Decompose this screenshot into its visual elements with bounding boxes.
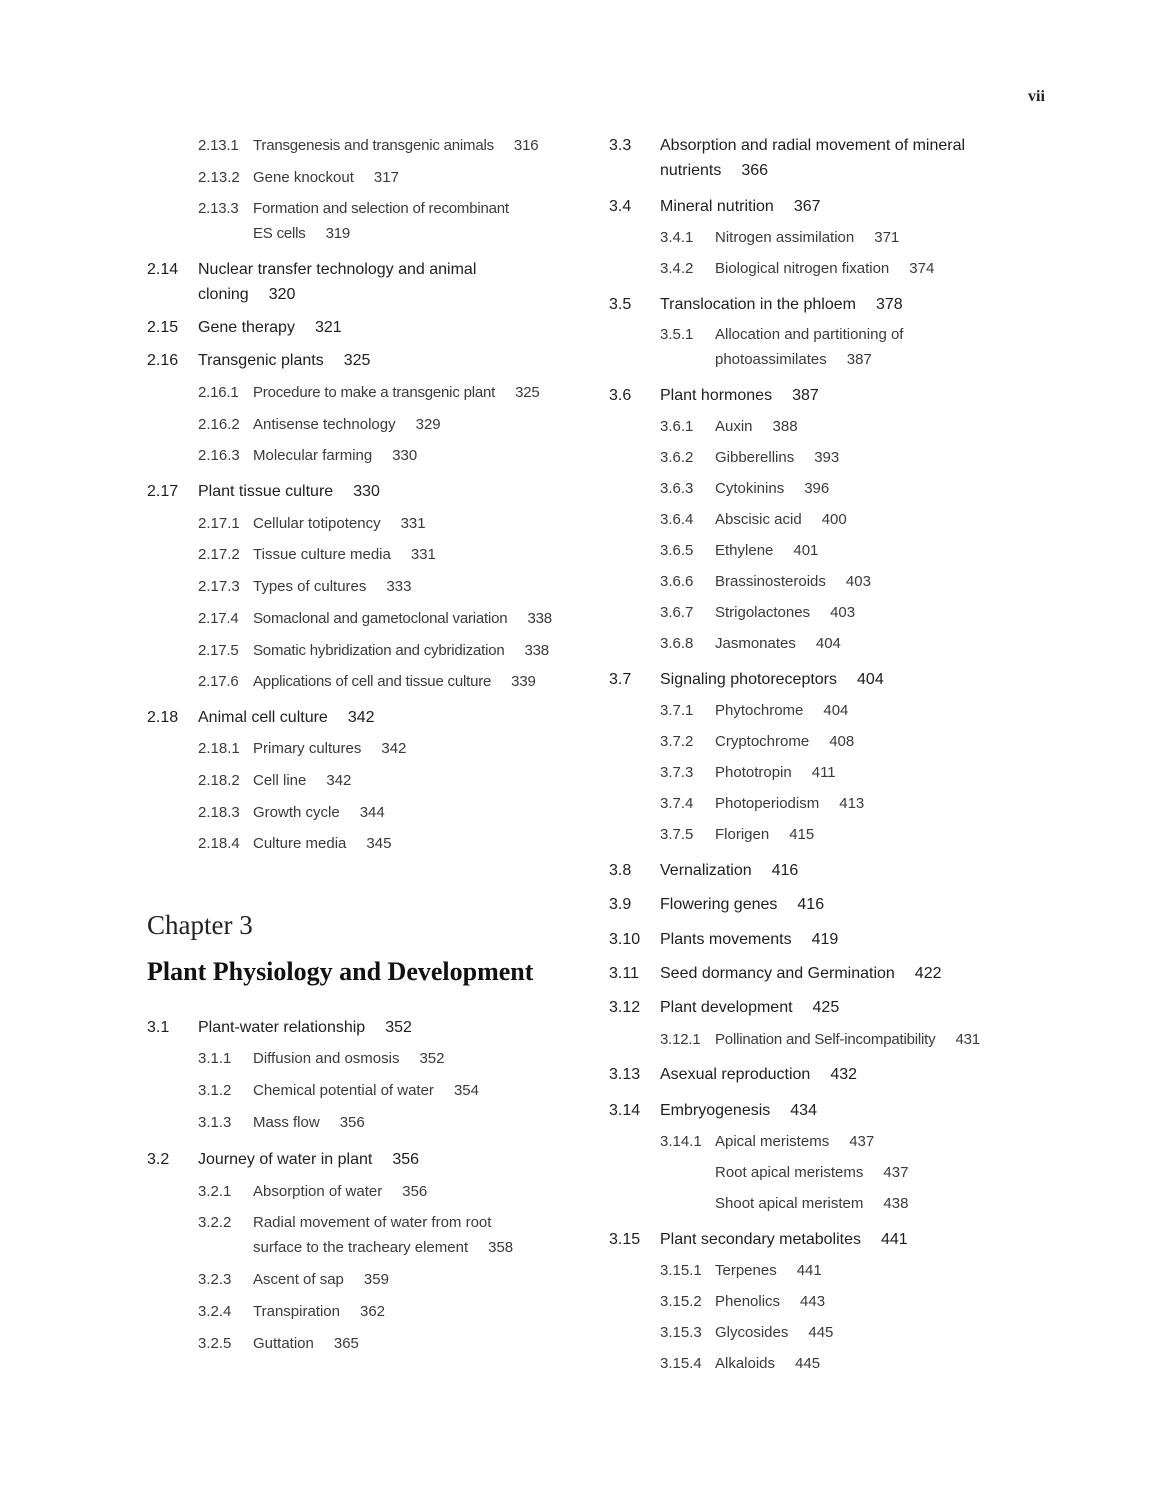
toc-entry-number: 3.1.2 [198, 1082, 232, 1099]
toc-entry-page: 443 [800, 1293, 826, 1310]
toc-entry-page: 403 [830, 604, 856, 621]
toc-entry-number: 2.16.3 [198, 447, 240, 464]
toc-entry-title: Culture media [253, 835, 347, 852]
toc-entry-number: 3.3 [609, 137, 632, 154]
toc-entry-number: 3.11 [609, 965, 639, 982]
toc-entry-number: 2.17.2 [198, 546, 240, 563]
toc-entry-page: 344 [359, 804, 385, 821]
toc-entry-number: 3.4 [609, 198, 632, 215]
toc-entry-page: 404 [857, 671, 884, 688]
toc-entry-title: Nuclear transfer technology and animal [198, 261, 477, 278]
toc-entry-number: 3.12.1 [660, 1031, 701, 1048]
toc-entry-number: 3.6.7 [660, 604, 694, 621]
toc-entry-number: 2.16 [147, 352, 179, 369]
toc-entry-number: 3.6.4 [660, 511, 694, 528]
toc-entry-title: Formation and selection of recombinant [253, 200, 509, 217]
toc-entry-title: Plants movements [660, 931, 792, 948]
toc-entry-title: Embryogenesis [660, 1102, 771, 1119]
toc-entry-title: Absorption of water [253, 1183, 383, 1200]
toc-entry-title: Pollination and Self-incompatibility [715, 1031, 936, 1048]
toc-entry-title: Translocation in the phloem [660, 296, 856, 313]
toc-entry-title: Guttation [253, 1335, 314, 1352]
toc-entry-title: Allocation and partitioning of [715, 326, 904, 343]
toc-entry-title: Absorption and radial movement of mineral [660, 137, 966, 154]
toc-entry-title: Plant-water relationship [198, 1019, 366, 1036]
toc-entry-title: Flowering genes [660, 896, 778, 913]
toc-entry-number: 2.16.1 [198, 384, 239, 401]
toc-entry-title: Antisense technology [253, 416, 396, 433]
toc-entry-page: 445 [808, 1324, 834, 1341]
toc-entry-title: photoassimilates [715, 351, 827, 368]
toc-entry-page: 434 [790, 1102, 817, 1119]
toc-entry-page: 316 [513, 137, 539, 154]
toc-entry-title: Biological nitrogen fixation [715, 260, 890, 277]
toc-entry-page: 415 [789, 826, 815, 843]
toc-entry-number: 3.15 [609, 1231, 641, 1248]
toc-entry-title: Florigen [715, 826, 770, 843]
toc-entry-page: 330 [353, 483, 380, 500]
toc-entry-number: 3.15.2 [660, 1293, 702, 1310]
toc-entry-page: 387 [792, 387, 819, 404]
toc-entry-page: 339 [511, 673, 536, 690]
toc-entry-page: 362 [359, 1303, 386, 1320]
toc-entry-title: Ethylene [715, 542, 774, 559]
toc-entry-number: 3.7.2 [660, 733, 694, 750]
toc-entry-title: Asexual reproduction [660, 1066, 811, 1083]
toc-entry-title: Jasmonates [715, 635, 796, 652]
toc-entry-number: 2.17.6 [198, 673, 239, 690]
toc-entry-title: Phenolics [715, 1293, 781, 1310]
toc-left-column [147, 0, 597, 1500]
toc-entry-title: Cellular totipotency [253, 515, 381, 532]
toc-entry-number: 3.4.1 [660, 229, 694, 246]
toc-entry-page: 325 [515, 384, 540, 401]
toc-entry-title: Growth cycle [253, 804, 340, 821]
toc-entry-page: 367 [793, 198, 821, 215]
toc-entry-page: 416 [771, 862, 799, 879]
toc-entry-title: Somatic hybridization and cybridization [253, 642, 505, 659]
toc-entry-page: 356 [339, 1114, 365, 1131]
toc-entry-page: 359 [363, 1271, 389, 1288]
toc-entry-number: 3.2.2 [198, 1214, 232, 1231]
toc-entry-title: Auxin [715, 418, 753, 435]
toc-entry-page: 319 [325, 225, 351, 242]
toc-entry-title: Terpenes [715, 1262, 777, 1279]
toc-entry-page: 365 [333, 1335, 359, 1352]
toc-entry-title: Phytochrome [715, 702, 804, 719]
toc-entry-title: Transpiration [253, 1303, 340, 1320]
page-number: vii [1028, 88, 1045, 105]
toc-entry-number: 3.10 [609, 931, 641, 948]
toc-entry-page: 404 [823, 702, 849, 719]
toc-entry-title: Cytokinins [715, 480, 785, 497]
toc-entry-number: 2.17.4 [198, 610, 239, 627]
toc-entry-number: 3.2.5 [198, 1335, 232, 1352]
toc-entry-number: 3.7.3 [660, 764, 694, 781]
toc-entry-page: 345 [366, 835, 392, 852]
toc-entry-page: 404 [815, 635, 841, 652]
toc-entry-number: 3.2.1 [198, 1183, 232, 1200]
toc-entry-number: 3.1.3 [198, 1114, 232, 1131]
toc-entry-number: 2.18.2 [198, 772, 240, 789]
toc-entry-number: 3.5 [609, 296, 632, 313]
toc-entry-number: 2.13.2 [198, 169, 240, 186]
toc-entry-page: 445 [795, 1355, 821, 1372]
toc-entry-page: 441 [881, 1231, 908, 1248]
toc-entry-title: Transgenic plants [198, 352, 324, 369]
toc-right-column [609, 0, 1049, 1500]
toc-entry-page: 438 [883, 1195, 909, 1212]
toc-entry-number: 2.16.2 [198, 416, 240, 433]
toc-entry-page: 408 [829, 733, 855, 750]
toc-entry-number: 3.14.1 [660, 1133, 702, 1150]
toc-entry-page: 321 [314, 319, 342, 336]
toc-entry-number: 3.7.4 [660, 795, 694, 812]
toc-entry-page: 396 [804, 480, 830, 497]
toc-entry-title: Types of cultures [253, 578, 367, 595]
toc-entry-number: 3.2.3 [198, 1271, 232, 1288]
toc-entry-title: Mineral nutrition [660, 198, 774, 215]
toc-entry-page: 352 [419, 1050, 445, 1067]
toc-entry-number: 3.1.1 [198, 1050, 232, 1067]
toc-entry-title: Radial movement of water from root [253, 1214, 492, 1231]
toc-entry-number: 3.13 [609, 1066, 641, 1083]
toc-entry-page: 422 [914, 965, 942, 982]
toc-entry-title: Root apical meristems [715, 1164, 864, 1181]
toc-entry-title: Procedure to make a transgenic plant [253, 384, 496, 401]
toc-entry-title: Gibberellins [715, 449, 795, 466]
toc-entry-number: 2.18.4 [198, 835, 240, 852]
toc-entry-number: 3.7.5 [660, 826, 694, 843]
toc-entry-title: ES cells [253, 225, 306, 242]
toc-entry-title: Tissue culture media [253, 546, 391, 563]
toc-entry-page: 356 [402, 1183, 428, 1200]
toc-entry-title: Diffusion and osmosis [253, 1050, 400, 1067]
toc-entry-page: 356 [392, 1151, 420, 1168]
toc-entry-number: 2.18.1 [198, 740, 240, 757]
toc-entry-number: 3.1 [147, 1019, 170, 1036]
toc-entry-page: 437 [849, 1133, 875, 1150]
toc-entry-number: 3.8 [609, 862, 632, 879]
toc-entry-number: 3.6.2 [660, 449, 694, 466]
toc-entry-title: Seed dormancy and Germination [660, 965, 895, 982]
toc-entry-number: 3.9 [609, 896, 632, 913]
toc-entry-number: 2.15 [147, 319, 179, 336]
toc-entry-title: Cryptochrome [715, 733, 810, 750]
toc-entry-page: 437 [883, 1164, 909, 1181]
toc-entry-number: 3.15.1 [660, 1262, 702, 1279]
toc-entry-title: Cell line [253, 772, 307, 789]
chapter-label: Chapter 3 [147, 910, 253, 940]
toc-entry-page: 388 [772, 418, 798, 435]
toc-entry-page: 333 [386, 578, 412, 595]
chapter-title: Plant Physiology and Development [147, 957, 534, 986]
toc-entry-number: 3.6.5 [660, 542, 694, 559]
toc-entry-number: 3.15.4 [660, 1355, 702, 1372]
toc-entry-title: Brassinosteroids [715, 573, 826, 590]
toc-entry-title: Glycosides [715, 1324, 789, 1341]
toc-entry-number: 3.14 [609, 1102, 641, 1119]
toc-entry-title: Nitrogen assimilation [715, 229, 855, 246]
toc-entry-page: 374 [909, 260, 935, 277]
toc-entry-title: nutrients [660, 162, 722, 179]
toc-entry-number: 2.18.3 [198, 804, 240, 821]
toc-entry-page: 416 [797, 896, 825, 913]
toc-entry-page: 393 [814, 449, 840, 466]
toc-entry-page: 358 [488, 1239, 514, 1256]
toc-entry-title: Apical meristems [715, 1133, 830, 1150]
toc-entry-page: 320 [268, 286, 296, 303]
toc-entry-number: 2.18 [147, 709, 179, 726]
toc-entry-page: 411 [811, 764, 836, 781]
toc-entry-page: 419 [811, 931, 839, 948]
toc-entry-page: 431 [955, 1031, 980, 1048]
toc-entry-page: 366 [741, 162, 769, 179]
toc-entry-page: 387 [846, 351, 872, 368]
toc-entry-number: 2.14 [147, 261, 179, 278]
toc-entry-page: 352 [385, 1019, 412, 1036]
toc-entry-page: 329 [415, 416, 441, 433]
toc-entry-title: Mass flow [253, 1114, 320, 1131]
toc-entry-page: 371 [874, 229, 900, 246]
toc-entry-title: Gene therapy [198, 319, 295, 336]
toc-entry-page: 425 [812, 999, 840, 1016]
toc-entry-number: 3.7 [609, 671, 632, 688]
toc-entry-number: 2.17.3 [198, 578, 240, 595]
toc-entry-page: 331 [410, 546, 436, 563]
toc-entry-title: Chemical potential of water [253, 1082, 434, 1099]
toc-entry-page: 342 [326, 772, 352, 789]
toc-entry-title: Molecular farming [253, 447, 373, 464]
toc-entry-title: Transgenesis and transgenic animals [253, 137, 494, 154]
toc-entry-title: Plant tissue culture [198, 483, 334, 500]
toc-entry-title: surface to the tracheary element [253, 1239, 469, 1256]
toc-entry-title: Plant development [660, 999, 793, 1016]
toc-entry-page: 400 [821, 511, 847, 528]
toc-entry-title: Vernalization [660, 862, 752, 879]
toc-entry-title: Gene knockout [253, 169, 354, 186]
toc-entry-number: 3.2.4 [198, 1303, 232, 1320]
toc-entry-page: 354 [453, 1082, 479, 1099]
toc-entry-title: Strigolactones [715, 604, 811, 621]
toc-entry-number: 3.7.1 [660, 702, 694, 719]
toc-entry-title: Phototropin [715, 764, 792, 781]
toc-entry-page: 331 [400, 515, 426, 532]
toc-entry-page: 338 [524, 642, 549, 659]
toc-entry-title: Alkaloids [715, 1355, 776, 1372]
toc-entry-title: Photoperiodism [715, 795, 820, 812]
toc-entry-page: 342 [347, 709, 375, 726]
toc-entry-title: Animal cell culture [198, 709, 328, 726]
toc-entry-number: 3.6 [609, 387, 632, 404]
toc-entry-page: 317 [373, 169, 399, 186]
toc-entry-number: 3.4.2 [660, 260, 694, 277]
toc-entry-title: Shoot apical meristem [715, 1195, 864, 1212]
toc-entry-title: cloning [198, 286, 249, 303]
toc-entry-title: Plant secondary metabolites [660, 1231, 861, 1248]
toc-entry-number: 2.17 [147, 483, 179, 500]
toc-entry-number: 2.17.1 [198, 515, 240, 532]
toc-entry-page: 441 [796, 1262, 822, 1279]
toc-entry-page: 403 [845, 573, 871, 590]
toc-entry-page: 432 [830, 1066, 858, 1083]
toc-entry-number: 3.6.3 [660, 480, 694, 497]
toc-entry-title: Abscisic acid [715, 511, 802, 528]
toc-entry-page: 342 [381, 740, 407, 757]
toc-entry-title: Somaclonal and gametoclonal variation [253, 610, 508, 627]
toc-entry-number: 3.15.3 [660, 1324, 702, 1341]
toc-entry-page: 338 [527, 610, 552, 627]
toc-entry-number: 3.6.1 [660, 418, 694, 435]
toc-entry-title: Applications of cell and tissue culture [253, 673, 492, 690]
toc-entry-number: 3.5.1 [660, 326, 694, 343]
toc-entry-page: 330 [392, 447, 418, 464]
toc-entry-title: Journey of water in plant [198, 1151, 373, 1168]
toc-entry-number: 2.13.1 [198, 137, 239, 154]
toc-entry-title: Signaling photoreceptors [660, 671, 838, 688]
toc-entry-number: 3.6.6 [660, 573, 694, 590]
toc-entry-number: 3.2 [147, 1151, 170, 1168]
toc-entry-page: 378 [875, 296, 903, 313]
toc-entry-page: 325 [343, 352, 371, 369]
toc-entry-number: 3.12 [609, 999, 641, 1016]
toc-entry-page: 401 [793, 542, 819, 559]
toc-entry-number: 2.13.3 [198, 200, 239, 217]
toc-entry-title: Primary cultures [253, 740, 362, 757]
toc-entry-title: Plant hormones [660, 387, 773, 404]
toc-entry-title: Ascent of sap [253, 1271, 344, 1288]
toc-entry-page: 413 [839, 795, 865, 812]
toc-entry-number: 3.6.8 [660, 635, 694, 652]
toc-entry-number: 2.17.5 [198, 642, 239, 659]
